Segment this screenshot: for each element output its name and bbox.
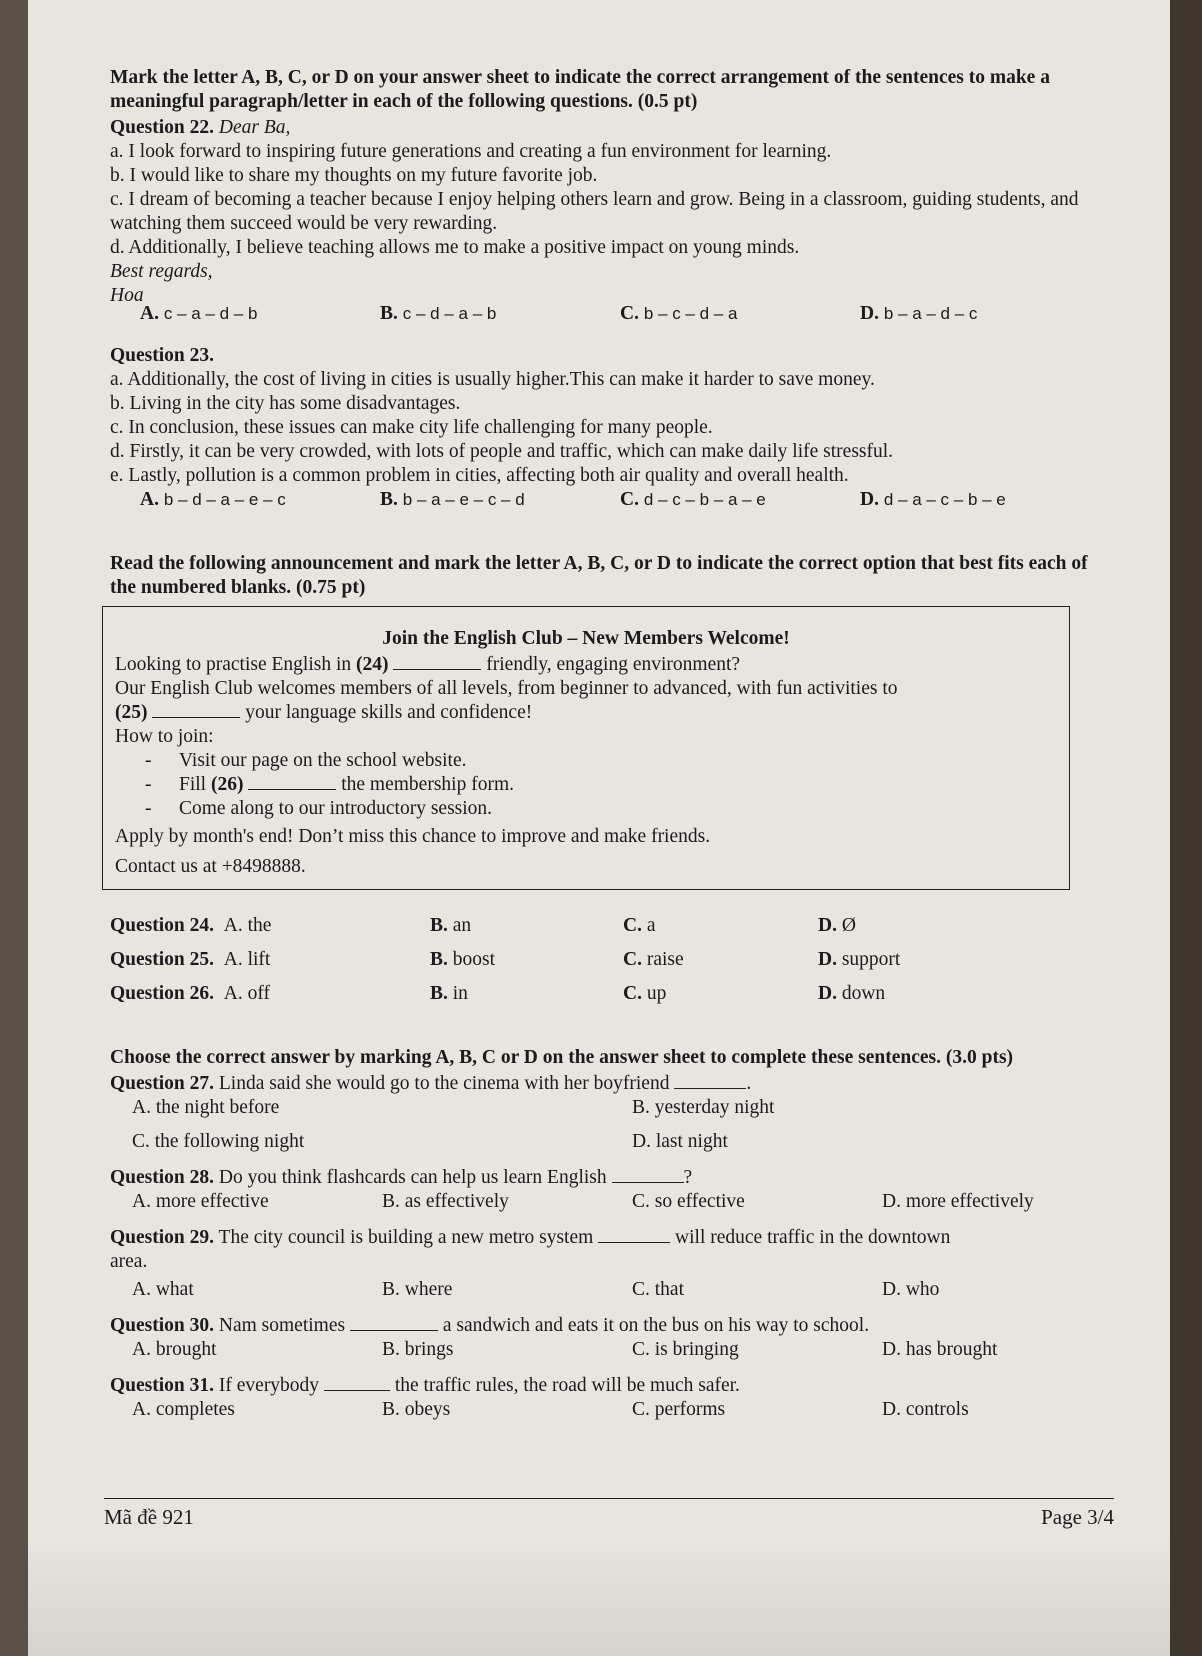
q25-option-b[interactable]: B. boost: [430, 949, 496, 970]
q29-option-d[interactable]: D. who: [882, 1279, 940, 1300]
q22-option-c[interactable]: C. b – c – d – a: [620, 303, 738, 324]
q30-blank: [350, 1314, 438, 1331]
page-footer: [104, 1498, 1114, 1530]
q31-option-b[interactable]: B. obeys: [382, 1399, 451, 1420]
q25-option-d[interactable]: D. support: [818, 949, 901, 970]
q29-option-a[interactable]: A. what: [132, 1279, 194, 1300]
q23-line-b: b. Living in the city has some disadvantages.: [110, 393, 461, 414]
q26-option-d[interactable]: D. down: [818, 983, 886, 1004]
announcement-box: [102, 606, 1070, 890]
q28-option-d[interactable]: D. more effectively: [882, 1191, 1034, 1212]
q29-option-c[interactable]: C. that: [632, 1279, 684, 1300]
q25-option-c[interactable]: C. raise: [623, 949, 684, 970]
q24-row: [110, 914, 1090, 938]
q31-option-a[interactable]: A. completes: [132, 1399, 235, 1420]
q22-closing: Best regards,: [110, 261, 213, 282]
q23-option-c[interactable]: C. d – c – b – a – e: [620, 489, 766, 510]
q31-stem: Question 31. If everybody the traffic rules, the road will be much safer.: [110, 1375, 740, 1396]
q29-stem: Question 29. The city council is building a new metro system will reduce traffic in the downtown: [110, 1227, 951, 1248]
q24-label: Question 24.: [110, 915, 215, 936]
q23-option-a[interactable]: A. b – d – a – e – c: [140, 489, 286, 510]
q30-option-c[interactable]: C. is bringing: [632, 1339, 739, 1360]
q23-options: [140, 488, 1090, 512]
q22-options: [140, 302, 1090, 326]
q29-stem-cont: area.: [110, 1251, 148, 1272]
q27-options-row1: [132, 1096, 1090, 1120]
q23-line-d: d. Firstly, it can be very crowded, with lots of people and traffic, which can make daily life stressful.: [110, 441, 894, 462]
q28-option-c[interactable]: C. so effective: [632, 1191, 745, 1212]
q26-row: [110, 982, 1090, 1006]
q22-line-d: d. Additionally, I believe teaching allows me to make a positive impact on young minds.: [110, 237, 800, 258]
q26-label: Question 26.: [110, 983, 215, 1004]
section3-instruction: Choose the correct answer by marking A, B, C or D on the answer sheet to complete these sentences. (3.0 pts): [110, 1047, 1014, 1068]
blank-25-number: (25): [115, 702, 148, 723]
q28-option-a[interactable]: A. more effective: [132, 1191, 269, 1212]
q30-option-b[interactable]: B. brings: [382, 1339, 454, 1360]
q23-label: Question 23.: [110, 345, 215, 366]
q24-option-b[interactable]: B. an: [430, 915, 472, 936]
how-to-join: How to join:: [115, 726, 214, 747]
q30-option-a[interactable]: A. brought: [132, 1339, 217, 1360]
blank-24: [393, 653, 481, 670]
q24-option-c[interactable]: C. a: [623, 915, 656, 936]
q22-salutation: Dear Ba,: [218, 117, 291, 138]
q29-option-b[interactable]: B. where: [382, 1279, 453, 1300]
q30-stem: Question 30. Nam sometimes a sandwich and eats it on the bus on his way to school.: [110, 1315, 870, 1336]
background-edge: [1170, 0, 1202, 1656]
q28-options: [132, 1190, 1090, 1214]
section2-questions: [110, 914, 1090, 1006]
q22-heading: [110, 116, 1090, 140]
q23-option-b[interactable]: B. b – a – e – c – d: [380, 489, 525, 510]
q22-signature: Hoa: [110, 285, 144, 306]
bullet-1: - Visit our page on the school website.: [145, 750, 467, 771]
blank-26: [248, 773, 336, 790]
announcement-line-1: Looking to practise English in (24) friendly, engaging environment?: [115, 654, 741, 675]
q23-line-c: c. In conclusion, these issues can make city life challenging for many people.: [110, 417, 713, 438]
q22-option-d[interactable]: D. b – a – d – c: [860, 303, 978, 324]
exam-code: Mã đề 921: [104, 1505, 194, 1529]
q30-option-d[interactable]: D. has brought: [882, 1339, 998, 1360]
bullet-2: - Fill (26) the membership form.: [145, 774, 514, 795]
q27-option-a[interactable]: A. the night before: [132, 1097, 280, 1118]
q22-line-c: c. I dream of becoming a teacher because I enjoy helping others learn and grow. Being in a classroom, guiding students, and watching them succeed would be very rewarding.: [110, 189, 1079, 234]
q22-line-b: b. I would like to share my thoughts on my future favorite job.: [110, 165, 598, 186]
q22-option-a[interactable]: A. c – a – d – b: [140, 303, 258, 324]
bullet-3: - Come along to our introductory session.: [145, 798, 493, 819]
q24-option-d[interactable]: D. Ø: [818, 915, 856, 936]
q28-stem: Question 28. Do you think flashcards can help us learn English ?: [110, 1167, 693, 1188]
q29-blank: [598, 1226, 670, 1243]
page-number: Page 3/4: [1041, 1505, 1114, 1529]
announcement-contact: Contact us at +8498888.: [115, 856, 306, 877]
q28-blank: [612, 1166, 684, 1183]
q27-option-d[interactable]: D. last night: [632, 1131, 728, 1152]
q28-option-b[interactable]: B. as effectively: [382, 1191, 509, 1212]
q31-option-d[interactable]: D. controls: [882, 1399, 969, 1420]
q23-line-a: a. Additionally, the cost of living in cities is usually higher.This can make it harder to save money.: [110, 369, 875, 390]
q27-blank: [674, 1072, 746, 1089]
q22-line-a: a. I look forward to inspiring future generations and creating a fun environment for learning.: [110, 141, 832, 162]
section1-instruction: Mark the letter A, B, C, or D on your answer sheet to indicate the correct arrangement of the sentences to make a meaningful paragraph/letter in each of the following questions. (0.5 pt): [110, 67, 1050, 112]
q22-label: Question 22.: [110, 117, 215, 138]
q31-blank: [324, 1374, 390, 1391]
q22-option-b[interactable]: B. c – d – a – b: [380, 303, 497, 324]
announcement-line-2: Our English Club welcomes members of all levels, from beginner to advanced, with fun activities to: [115, 678, 898, 699]
q23-option-d[interactable]: D. d – a – c – b – e: [860, 489, 1006, 510]
q31-options: [132, 1398, 1090, 1422]
announcement-title: Join the English Club – New Members Welcome!: [382, 628, 790, 649]
q25-option-a[interactable]: A. lift: [223, 949, 271, 970]
q31-option-c[interactable]: C. performs: [632, 1399, 726, 1420]
blank-24-number: (24): [356, 654, 389, 675]
q23-line-e: e. Lastly, pollution is a common problem in cities, affecting both air quality and overall health.: [110, 465, 849, 486]
q27-option-c[interactable]: C. the following night: [132, 1131, 305, 1152]
q27-options-row2: [132, 1130, 1090, 1154]
exam-content: [110, 66, 1090, 1422]
announcement-apply: Apply by month's end! Don’t miss this chance to improve and make friends.: [115, 826, 711, 847]
q30-options: [132, 1338, 1090, 1362]
announcement-line-3: (25) your language skills and confidence!: [115, 702, 533, 723]
q26-option-b[interactable]: B. in: [430, 983, 468, 1004]
q27-stem: Question 27. Linda said she would go to the cinema with her boyfriend .: [110, 1073, 752, 1094]
q29-options: [132, 1278, 1090, 1302]
q27-option-b[interactable]: B. yesterday night: [632, 1097, 775, 1118]
q25-label: Question 25.: [110, 949, 215, 970]
section2-instruction: Read the following announcement and mark the letter A, B, C, or D to indicate the correct option that best fits each of the numbered blanks. (0.75 pt): [110, 553, 1088, 598]
blank-26-number: (26): [210, 774, 244, 795]
q26-option-c[interactable]: C. up: [623, 983, 667, 1004]
blank-25: [152, 701, 240, 718]
q24-option-a[interactable]: A. the: [223, 915, 272, 936]
q26-option-a[interactable]: A. off: [223, 983, 270, 1004]
q25-row: [110, 948, 1090, 972]
